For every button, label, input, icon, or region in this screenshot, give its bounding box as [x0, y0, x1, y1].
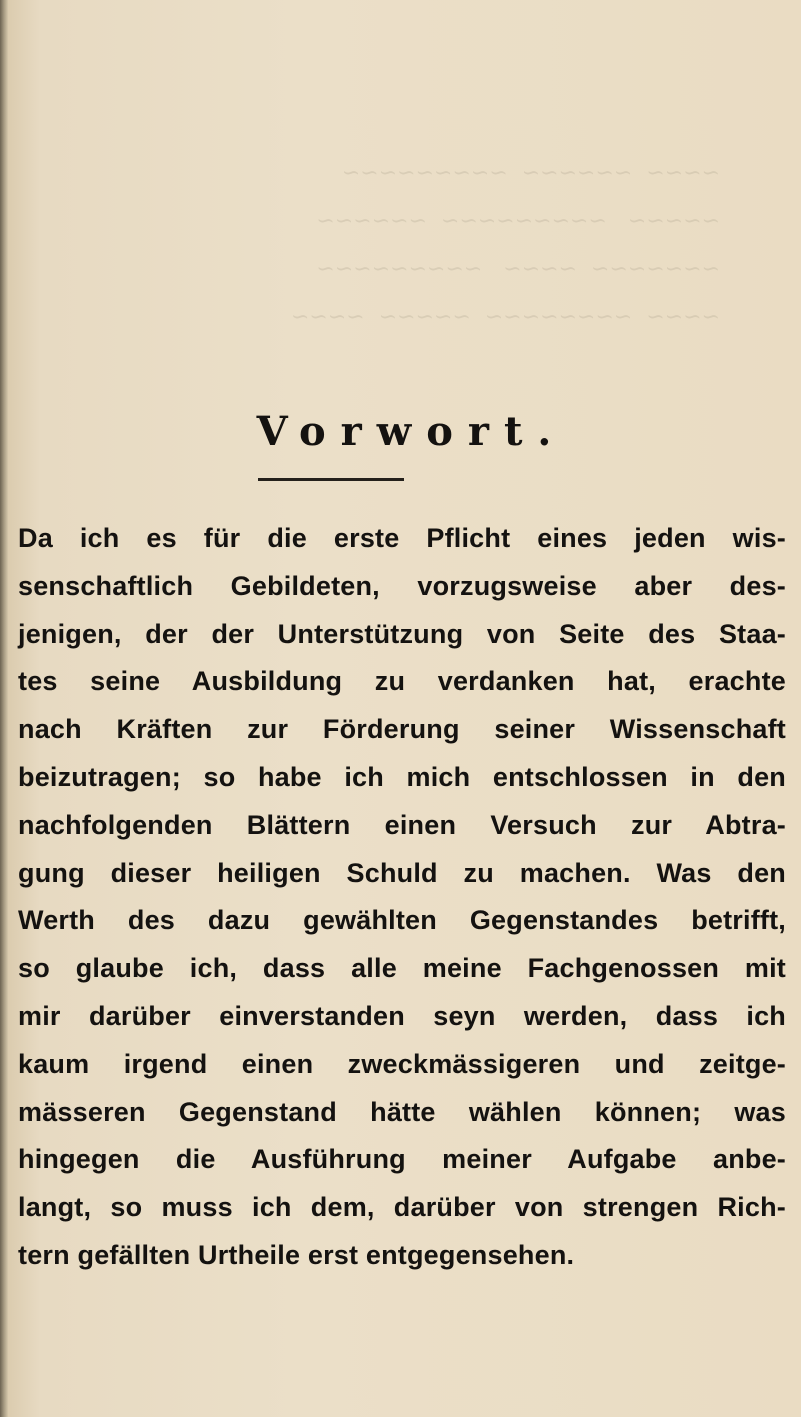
body-text: [18, 515, 786, 1280]
text-line: nach Kräften zur Förderung seiner Wissenschaft: [18, 714, 786, 745]
text-line: senschaftlich Gebildeten, vorzugsweise aber des-: [18, 570, 786, 601]
text-line: Werth des dazu gewählten Gegenstandes betrifft,: [18, 905, 786, 936]
text-line: nachfolgenden Blättern einen Versuch zur Abtra-: [18, 809, 786, 840]
text-line: kaum irgend einen zweckmässigeren und zeitge-: [18, 1048, 786, 1079]
text-line: hingegen die Ausführung meiner Aufgabe anbe-: [18, 1144, 786, 1175]
text-line: mir darüber einverstanden seyn werden, dass ich: [18, 1000, 786, 1031]
show-through-texture: ~~~~ ~~~~~~ ~~~~~~~~~ ~~~~~ ~~~~~~~~~ ~~~~~~ ~~~~~~~ ~~~~ ~~~~~~~~~ ~~~~ ~~~~~~~~ ~~~~~ ~~~~: [290, 161, 720, 330]
binding-edge: [0, 0, 8, 1417]
page-title: Vorwort.: [256, 408, 567, 455]
text-line: langt, so muss ich dem, darüber von strengen Rich-: [18, 1192, 786, 1223]
text-line: gung dieser heiligen Schuld zu machen. Was den: [18, 857, 786, 888]
text-line: beizutragen; so habe ich mich entschlossen in den: [18, 761, 786, 792]
text-line: tern gefällten Urtheile erst entgegensehen.: [18, 1239, 575, 1270]
text-line: jenigen, der der Unterstützung von Seite des Staa-: [18, 618, 786, 649]
text-line: mässeren Gegenstand hätte wählen können; was: [18, 1096, 786, 1127]
text-line: so glaube ich, dass alle meine Fachgenossen mit: [18, 953, 786, 984]
text-line: Da ich es für die erste Pflicht eines jeden wis-: [18, 523, 786, 553]
text-line: tes seine Ausbildung zu verdanken hat, erachte: [18, 666, 786, 697]
title-rule: [258, 478, 404, 481]
